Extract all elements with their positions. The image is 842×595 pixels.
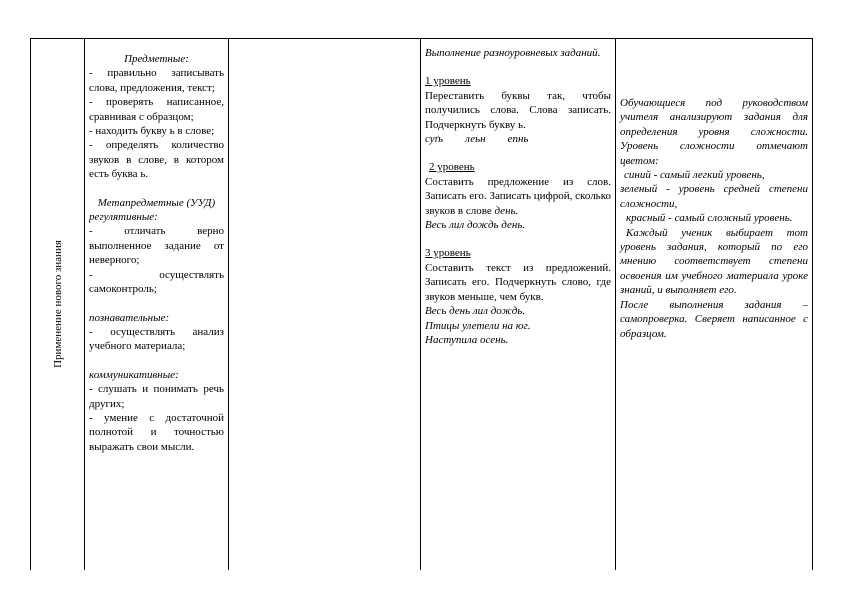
stage-title: Применение нового знания [52,240,64,368]
level2-text-body: Составить предложение из слов. Записать его. Записать цифрой, сколько звуков в слове [425,175,611,217]
column-divider-4 [615,38,616,570]
cognitive-header: познавательные: [89,311,170,324]
subject-item: - проверять написанное, сравнивая с образцом; [89,96,224,123]
level1-words [425,132,611,146]
subject-item: - определять количество звуков в слове, в котором есть буква ь. [89,139,224,181]
students-line: зеленый - уровень средней степени сложности, [620,183,808,210]
cognitive-item: - осуществлять анализ учебного материала; [89,325,224,353]
column-divider-2 [228,38,229,570]
level3-sentence: Наступила осень. [425,333,509,346]
level3-sentence: Птицы улетели на юг. [425,319,531,332]
level1-text: Переставить буквы так, чтобы получились слова. Слова записать. Подчеркнуть букву ь. [425,89,611,131]
level3-text: Составить текст из предложений. Записать его. Подчеркнуть слово, где звуков меньше, чем букв. [425,261,611,303]
subject-item: - правильно записывать слова, предложения, текст; [89,67,224,94]
students-cell [620,96,808,341]
students-line: красный - самый сложный уровень. [626,212,793,225]
subject-item: - находить букву ь в слове; [89,125,215,138]
level1-word: суґь [425,133,444,146]
subject-header: Предметные: [124,53,189,65]
table-border-right [812,38,813,570]
students-line: Обучающиеся под руководством учителя анализируют задания для определения уровня сложности. Уровень сложности отмечают цветом: [620,97,808,167]
communicative-item: - умение с достаточной полнотой и точностью выражать свои мысли. [89,411,224,453]
level3-title: 3 уровень [425,247,471,260]
students-line: После выполнения задания – самопроверка. Сверяет написанное с образцом. [620,298,808,340]
regulative-header: регулятивные: [89,211,158,224]
level2-word: день. [494,204,519,217]
level2-title: 2 уровень [429,161,475,174]
tasks-intro: Выполнение разноуровневых заданий. [425,47,601,59]
level2-text [425,175,611,218]
stage-cell [32,38,84,570]
level1-word: епнь [507,133,529,146]
regulative-item: - отличать верно выполненное задание от неверного; [89,225,224,267]
column-divider-1 [84,38,85,570]
regulative-item: - осуществлять самоконтроль; [89,268,224,296]
students-line: Каждый ученик выбирает тот уровень задания, который по его мнению соответствует степени освоения им учебного материала уроке знаний, и выполняет его. [620,226,808,297]
communicative-item: - слушать и понимать речь других; [89,383,224,410]
students-line: синий - самый легкий уровень, [624,169,765,182]
column-divider-3 [420,38,421,570]
tasks-cell [425,46,611,347]
level2-words: Весь лил дождь день. [425,219,526,232]
level1-word: леьн [465,133,486,146]
meta-header: Метапредметные (УУД) [97,196,216,209]
communicative-header: коммуникативные: [89,368,179,381]
results-cell [89,52,224,454]
level1-title: 1 уровень [425,75,471,88]
table-top-border [30,38,812,39]
table-border-left [30,38,31,570]
level3-sentence: Весь день лил дождь. [425,305,526,318]
